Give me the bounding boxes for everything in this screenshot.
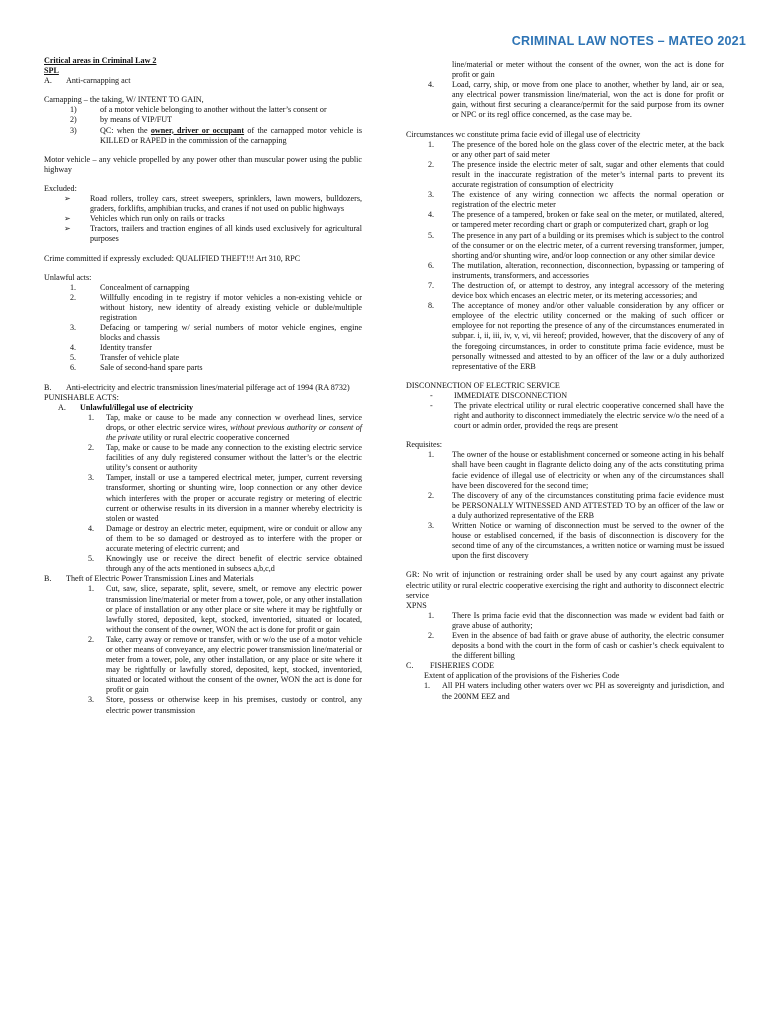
dash-bullet: - — [430, 390, 433, 400]
punishable-acts-label: PUNISHABLE ACTS: — [44, 392, 119, 402]
requisite-item-text: The owner of the house or establishment concerned or someone acting in his behalf shall have been caught in flagrante delicto doing any of the acts constituting prima facie evidence of illegal use of electricity or when any of the circumstances shall have been discovered for the second time; — [452, 450, 724, 490]
circumstances-list — [406, 140, 724, 372]
circumstance-item — [406, 190, 724, 210]
unlawful-use-item — [44, 524, 362, 554]
item-text: Knowingly use or receive the direct benefit of electric service obtained through any of the acts mentioned in subsecs a,b,c,d — [106, 554, 362, 574]
punishable-b-heading — [44, 574, 362, 584]
theft-item-text: Cut, saw, slice, separate, split, severe, smelt, or remove any electric power transmission line/material or meter from a tower, pole, or any other installation or place of installation or any other place or site where it may be rightfully or lawfully stored, deposited, kept, stocked, inventoried, situated or located, without the consent of the owner, WON the act is done for profit or gain — [106, 584, 362, 634]
circumstance-item — [406, 210, 724, 230]
list-marker: 7. — [428, 280, 435, 290]
section-b-heading — [44, 383, 362, 393]
list-marker: 2. — [70, 292, 77, 302]
fisheries-item-1-text: All PH waters including other waters over wc PH as sovereignty and jurisdiction, and the 200NM EEZ and — [442, 681, 724, 701]
list-marker: 6. — [70, 363, 77, 373]
circumstance-item — [406, 281, 724, 301]
right-column — [406, 60, 724, 702]
item-text-end: utility or rural electric cooperative concerned — [140, 433, 290, 442]
section-b-title: Anti-electricity and electric transmission lines/material pilferage act of 1994 (RA 8732) — [66, 382, 350, 392]
item-emphasis: without previous authority or consent of the private — [106, 422, 362, 442]
item-text: Tap, make or cause to be made any connection to the existing electric service facilities of any duly registered consumer without the latter’s or the electric utility’s consent or authority — [106, 443, 362, 473]
list-marker: 1. — [428, 610, 435, 620]
circumstance-item — [406, 301, 724, 372]
list-marker: 2. — [88, 634, 95, 644]
disconnection-item-text: The private electrical utility or rural electric cooperative concerned shall have the right and authority to disconnect immediately the electric service w/o the need of a court or admin order, provided the reqs are present — [454, 401, 724, 431]
punishable-a-title: Unlawful/illegal use of electricity — [80, 402, 194, 412]
circumstance-item-text: The mutilation, alteration, reconnection, disconnection, bypassing or tampering of instruments, transformers, and accessories — [452, 260, 724, 280]
unlawful-act-item — [44, 363, 362, 373]
list-marker: 1. — [88, 412, 95, 422]
fisheries-item-1 — [406, 681, 724, 701]
requisite-item — [406, 450, 724, 490]
excluded-item — [44, 224, 362, 244]
qc-prefix: QC: when the — [100, 125, 151, 135]
unlawful-use-item-text — [106, 443, 362, 473]
list-marker: 4. — [70, 343, 77, 353]
list-marker: 3. — [70, 323, 77, 333]
list-marker: 1. — [88, 584, 95, 594]
list-marker: 3. — [428, 190, 435, 200]
circumstance-item-text: The presence of the bored hole on the glass cover of the electric meter, at the back or any other part of said meter — [452, 139, 724, 159]
unlawful-use-item-text — [106, 524, 362, 554]
list-marker: 2. — [428, 159, 435, 169]
page-header: CRIMINAL LAW NOTES – MATEO 2021 — [511, 34, 746, 48]
requisite-item-text: The discovery of any of the circumstances constituting prima facie evidence must be PERSONALLY WITNESSED AND ATTESTED TO by an officer of the law or a duly authorized representative of the ERB — [452, 490, 724, 520]
section-b-marker: B. — [44, 382, 52, 392]
circumstance-item-text: The presence in any part of a building or its premises which is subject to the control of the consumer or on the electric meter, of a current reversing transformer, jumper, shorting and/or shunting wire, and/or loop connection or any other similar device — [452, 230, 724, 260]
excluded-item-text: Tractors, trailers and traction engines of all kinds used exclusively for agricultural purposes — [90, 224, 362, 244]
list-marker: 8. — [428, 301, 435, 311]
list-marker: 1. — [70, 282, 77, 292]
left-column — [44, 56, 362, 716]
list-marker: 2. — [88, 443, 95, 453]
circumstance-item-text: The existence of any wiring connection wc affects the normal operation or registration of the electric meter — [452, 190, 724, 210]
unlawful-act-item — [44, 353, 362, 363]
general-rule-text: GR: No writ of injunction or restraining order shall be used by any court against any private electric utility or rural electric cooperative exercising the right and authority to disconnect electric service — [406, 570, 724, 600]
list-marker: 1. — [424, 681, 431, 691]
theft-item-4 — [406, 80, 724, 120]
item-text: Tap, make or cause to be made any connection w overhead lines, service drops, or other electric service wires, — [106, 412, 362, 432]
unlawful-act-item-text: Defacing or tampering w/ serial numbers of motor vehicle engines, engine blocks and chassis — [100, 323, 362, 343]
unlawful-act-item — [44, 283, 362, 293]
section-a-title: Anti-carnapping act — [66, 76, 131, 86]
exception-item-text: There Is prima facie evid that the disconnection was made w evident bad faith or grave abuse of authority; — [452, 610, 724, 630]
exceptions-label: XPNS — [406, 600, 427, 610]
spl-heading: SPL — [44, 66, 59, 76]
section-a-heading — [44, 76, 362, 86]
unlawful-act-item — [44, 343, 362, 353]
carnapping-item — [44, 105, 362, 115]
requisite-item — [406, 521, 724, 561]
exceptions-list — [406, 611, 724, 661]
arrow-bullet-icon: ➢ — [64, 214, 71, 224]
list-marker: 6. — [428, 260, 435, 270]
circumstance-item-text: The presence inside the electric meter of salt, sugar and other elements that could result in the inaccurate registration of the meter’s internal parts to prevent its accurate registration of consumption of electricity — [452, 159, 724, 190]
unlawful-use-item — [44, 443, 362, 473]
disconnection-heading: DISCONNECTION OF ELECTRIC SERVICE — [406, 380, 560, 390]
circumstance-item-text: The acceptance of money and/or other valuable consideration by any officer or employee of the electric utility concerned or the making of such officer or employee for not reporting the presence of any of the circumstances enumerated in subpar. i, ii, iii, iv, v, vi, vii hereof; provided, however, that the discovery of any of the foregoing circumstances, in order to constitute prima facie evidence, must be personally witnessed and attested to by an officer of the law or a duly authorized representative of the ERB — [452, 301, 724, 371]
circumstance-item — [406, 261, 724, 281]
unlawful-use-item — [44, 413, 362, 443]
exception-item — [406, 631, 724, 661]
theft-item — [44, 584, 362, 634]
circumstance-item-text: The presence of a tampered, broken or fake seal on the meter, or mutilated, altered, or tampered meter recording chart or graph or computerized chart, graph or log — [452, 210, 724, 230]
item-text: Damage or destroy an electric meter, equipment, wire or conduit or allow any of them to be so damaged or destroyed as to interfere with the proper or accurate metering of electric current; and — [106, 523, 362, 554]
list-marker: 5. — [88, 554, 95, 564]
crime-excluded-note: Crime committed if expressly excluded: QUALIFIED THEFT!!! Art 310, RPC — [44, 253, 301, 263]
excluded-item — [44, 214, 362, 224]
punishable-b-title: Theft of Electric Power Transmission Lines and Materials — [66, 574, 254, 584]
item-text: Tamper, install or use a tampered electrical meter, jumper, current reversing transformer, shorting or shunting wire, loop connection or any other device which interferes with the proper or accurate registry or metering of electric current or otherwise results in its diversion in a manner whereby electricity is stolen or wasted — [106, 473, 362, 523]
carnapping-item — [44, 115, 362, 125]
theft-list — [44, 584, 362, 715]
list-marker: 5. — [428, 230, 435, 240]
list-marker: 4. — [88, 523, 95, 533]
punishable-b-marker: B. — [44, 574, 52, 584]
list-marker: 1. — [428, 139, 435, 149]
disconnection-item-text: IMMEDIATE DISCONNECTION — [454, 390, 568, 400]
carnapping-item-text: of a motor vehicle belonging to another without the latter’s consent or — [100, 105, 327, 115]
list-marker: 2. — [428, 630, 435, 640]
unlawful-use-item-text — [106, 413, 362, 443]
theft-item-4-text: Load, carry, ship, or move from one place to another, whether by land, air or sea, any electrical power transmission line/material, won the act is done for profit or gain, without first securing a clearance/permit for the said purpose from its owner or NPC or its regl office concerned, as the case may be. — [452, 80, 724, 120]
unlawful-act-item-text: Concealment of carnapping — [100, 282, 190, 292]
exception-item — [406, 611, 724, 631]
circumstance-item-text: The destruction of, or attempt to destroy, any integral accessory of the metering device box which encases an electric meter, or its metering accessories; and — [452, 280, 724, 301]
motor-vehicle-definition: Motor vehicle – any vehicle propelled by any power other than muscular power using the public highway — [44, 154, 362, 174]
circumstance-item — [406, 160, 724, 190]
arrow-bullet-icon: ➢ — [64, 224, 71, 234]
circumstance-item — [406, 231, 724, 261]
qc-suffix: of the carnapped motor vehicle is KILLED or RAPED in the commission of the carnapping — [100, 125, 362, 145]
excluded-label: Excluded: — [44, 183, 77, 193]
list-marker: 4. — [428, 80, 435, 90]
list-marker: 2) — [70, 115, 77, 125]
unlawful-act-item-text: Transfer of vehicle plate — [100, 353, 180, 363]
theft-item-text: Store, possess or otherwise keep in his premises, custody or control, any electric power transmission — [106, 695, 362, 715]
list-marker: 3. — [88, 695, 95, 705]
section-c-title: FISHERIES CODE — [430, 661, 495, 671]
unlawful-use-list — [44, 413, 362, 575]
punishable-a-marker: A. — [58, 402, 66, 412]
list-marker: 2. — [428, 490, 435, 500]
unlawful-acts-label: Unlawful acts: — [44, 272, 92, 282]
arrow-bullet-icon: ➢ — [64, 194, 71, 204]
excluded-item-text: Vehicles which run only on rails or tracks — [90, 214, 225, 224]
theft-item — [44, 695, 362, 715]
excluded-item-text: Road rollers, trolley cars, street sweepers, sprinklers, lawn mowers, bulldozers, graders, forklifts, amphibian trucks, and cranes if not used on public highways — [90, 194, 362, 214]
list-marker: 5. — [70, 353, 77, 363]
fisheries-extent-text: Extent of application of the provisions of the Fisheries Code — [424, 671, 620, 681]
requisite-item — [406, 491, 724, 521]
disconnection-item — [406, 401, 724, 431]
unlawful-act-item — [44, 323, 362, 343]
unlawful-act-item-text: Identity transfer — [100, 343, 152, 353]
disconnection-list — [406, 391, 724, 431]
requisites-label: Requisites: — [406, 440, 442, 450]
requisites-list — [406, 450, 724, 561]
requisite-item-text: Written Notice or warning of disconnection must be served to the owner of the house or establised concerned, if the basis of disconnection is discovery for the second time of any of the circumstances, a written notice or warning must be issued upon the first discovery — [452, 521, 724, 561]
carnapping-list — [44, 105, 362, 125]
list-marker: 1. — [428, 450, 435, 460]
circumstance-item — [406, 140, 724, 160]
dash-bullet: - — [430, 401, 433, 410]
excluded-list — [44, 194, 362, 244]
punishable-a-heading — [44, 403, 362, 413]
list-marker: 3. — [88, 473, 95, 483]
circumstances-heading: Circumstances wc constitute prima facie evid of illegal use of electricity — [406, 129, 641, 139]
theft-item-text: Take, carry away or remove or transfer, with or w/o the use of a motor vehicle or other means of conveyance, any electric power transmission line/material or meter from a tower, pole, any other installation, or any place or site where it may be rightfully or lawfully stored, deposited, kept, stocked, inventoried, situated or located without the consent of the owner, WON the act is done for profit or gain — [106, 634, 362, 695]
theft-item — [44, 635, 362, 696]
list-marker: 3) — [70, 125, 77, 135]
notes-title: Critical areas in Criminal Law 2 — [44, 56, 157, 65]
exception-item-text: Even in the absence of bad faith or grave abuse of authority, the electric consumer deposits a bond with the court in the form of cash or cashier’s check equivalent to the different billing — [452, 630, 724, 661]
list-marker: 3. — [428, 521, 435, 531]
carnapping-item-text: by means of VIP/FUT — [100, 115, 173, 125]
unlawful-use-item — [44, 554, 362, 574]
unlawful-acts-list — [44, 283, 362, 374]
section-c-heading — [406, 661, 724, 671]
unlawful-use-item-text — [106, 473, 362, 523]
excluded-item — [44, 194, 362, 214]
section-a-marker: A. — [44, 76, 52, 86]
section-c-marker: C. — [406, 661, 414, 671]
carnapping-definition: Carnapping – the taking, W/ INTENT TO GAIN, — [44, 95, 204, 105]
continued-item-text: line/material or meter without the consent of the owner, won the act is done for profit or gain — [452, 60, 724, 80]
qc-emphasis: owner, driver or occupant — [150, 125, 245, 135]
list-marker: 1) — [70, 105, 77, 115]
carnapping-qc-item — [44, 126, 362, 146]
unlawful-act-item-text: Sale of second-hand spare parts — [100, 363, 203, 373]
unlawful-use-item-text — [106, 554, 362, 574]
list-marker: 4. — [428, 210, 435, 220]
unlawful-act-item-text: Willfully encoding in te registry if motor vehicles a non-existing vehicle or without history, new identity of already existing vehicle or duble/multiple registration — [100, 292, 362, 322]
disconnection-item — [406, 391, 724, 401]
unlawful-act-item — [44, 293, 362, 323]
unlawful-use-item — [44, 473, 362, 523]
